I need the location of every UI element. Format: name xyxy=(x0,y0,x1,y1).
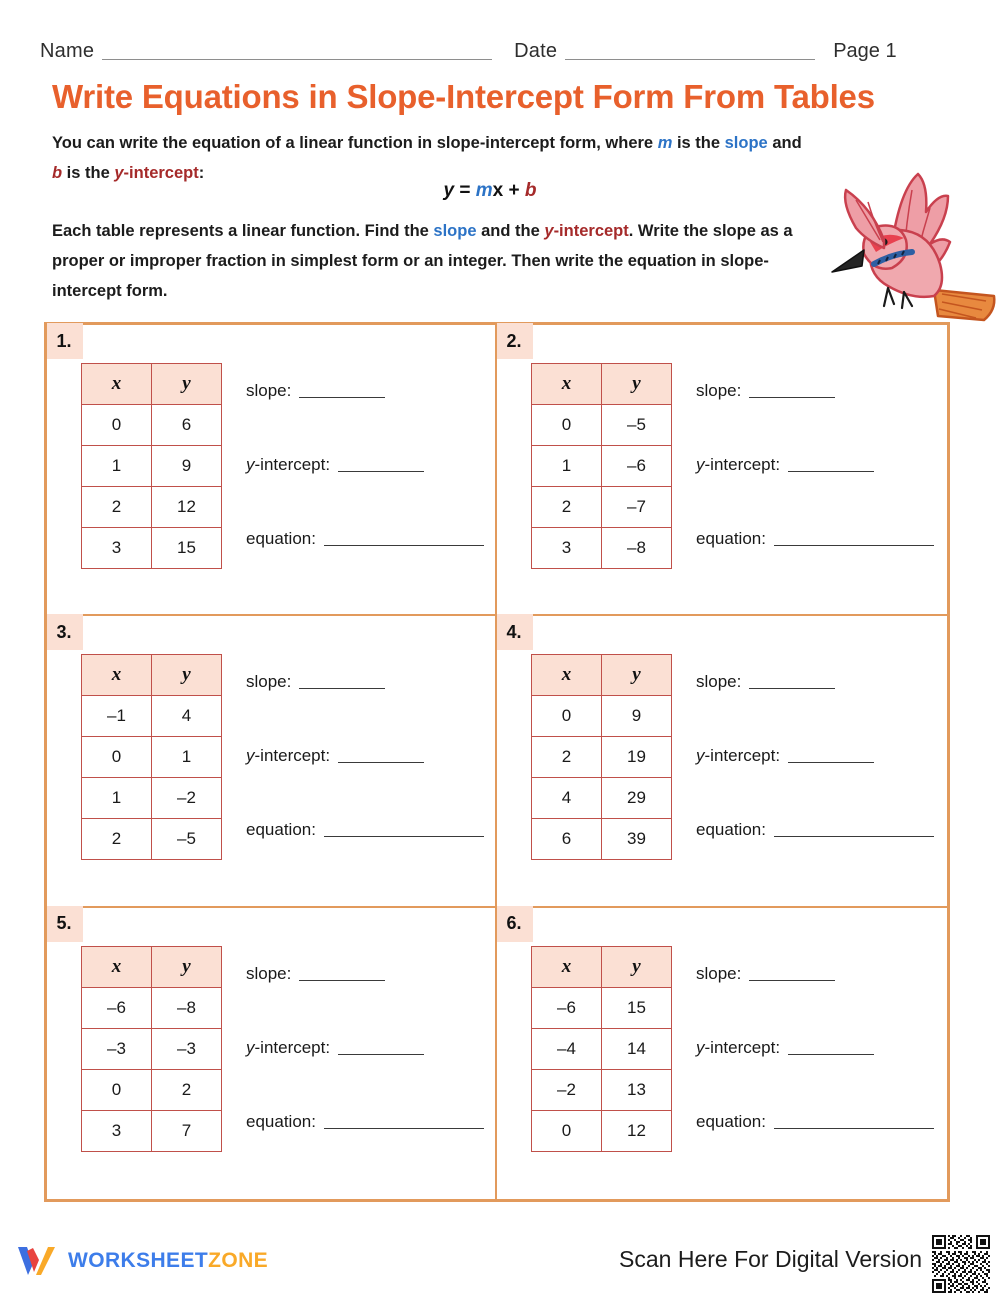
problem-cell-3 xyxy=(47,616,497,907)
qr-code[interactable] xyxy=(932,1235,990,1293)
cell-y: 19 xyxy=(602,737,672,778)
problem-grid xyxy=(44,322,950,1202)
problem-number-3: 3. xyxy=(47,614,83,650)
table-header-row xyxy=(82,946,222,987)
yintercept-answer-row xyxy=(246,1038,495,1058)
col-header-y: y xyxy=(602,364,672,405)
data-table-6 xyxy=(531,946,672,1152)
table-row xyxy=(82,1028,222,1069)
equation-answer-blank[interactable] xyxy=(324,1128,484,1129)
yintercept-label: y-intercept: xyxy=(696,455,781,474)
table-row xyxy=(532,819,672,860)
cell-x: 0 xyxy=(82,405,152,446)
cell-y: 9 xyxy=(152,446,222,487)
table-row xyxy=(82,405,222,446)
cell-x: 3 xyxy=(532,528,602,569)
yintercept-answer-blank[interactable] xyxy=(788,471,874,472)
equation-answer-row xyxy=(696,1112,947,1132)
yintercept-label: y-intercept: xyxy=(696,746,781,766)
yintercept-answer-row xyxy=(246,746,495,766)
cell-y: 7 xyxy=(152,1110,222,1151)
formula-x: x xyxy=(492,180,504,201)
cell-x: 6 xyxy=(532,819,602,860)
intro-paragraph-1 xyxy=(52,128,914,188)
data-table-1 xyxy=(81,363,222,569)
cell-y: 39 xyxy=(602,819,672,860)
slope-answer-blank[interactable] xyxy=(299,980,385,981)
data-table-3 xyxy=(81,654,222,860)
problem-cell-1 xyxy=(47,325,497,616)
table-header-row xyxy=(82,655,222,696)
name-date-header xyxy=(40,40,960,66)
cell-x: –1 xyxy=(82,696,152,737)
col-header-x: x xyxy=(82,364,152,405)
yintercept-answer-row xyxy=(696,746,947,766)
col-header-y: y xyxy=(152,364,222,405)
answer-area-5 xyxy=(222,946,495,1132)
table-header-row xyxy=(82,364,222,405)
equation-label: equation: xyxy=(246,529,316,548)
intro-text-c: and xyxy=(767,134,802,152)
cell-y: 12 xyxy=(152,487,222,528)
col-header-y: y xyxy=(602,946,672,987)
table-row xyxy=(82,487,222,528)
col-header-x: x xyxy=(532,946,602,987)
col-header-x: x xyxy=(532,655,602,696)
cell-y: –6 xyxy=(602,446,672,487)
equation-label: equation: xyxy=(696,529,766,548)
equation-label: equation: xyxy=(246,820,316,840)
worksheet-zone-logo[interactable] xyxy=(16,1244,268,1278)
cell-x: 1 xyxy=(532,446,602,487)
equation-answer-row xyxy=(246,1112,495,1132)
cell-x: –6 xyxy=(82,987,152,1028)
cell-y: 14 xyxy=(602,1028,672,1069)
col-header-y: y xyxy=(602,655,672,696)
answer-area-6 xyxy=(672,946,947,1132)
table-row xyxy=(532,1069,672,1110)
cell-y: –8 xyxy=(602,528,672,569)
table-row xyxy=(82,987,222,1028)
cell-x: 1 xyxy=(82,778,152,819)
cell-x: 0 xyxy=(82,737,152,778)
cell-x: –3 xyxy=(82,1028,152,1069)
equation-label: equation: xyxy=(696,1111,766,1131)
table-row xyxy=(532,487,672,528)
yintercept-answer-blank[interactable] xyxy=(338,762,424,763)
col-header-y: y xyxy=(152,946,222,987)
var-b-inline: b xyxy=(52,164,63,182)
equation-answer-row xyxy=(246,529,495,549)
formula-m: m xyxy=(475,180,493,201)
intro-text-b: is the xyxy=(672,134,725,152)
instr-text-a: Each table represents a linear function. Find the xyxy=(52,222,434,240)
intro-text-a: You can write the equation of a linear function in slope-intercept form, where xyxy=(52,134,658,152)
equation-label: equation: xyxy=(696,820,766,840)
table-row xyxy=(82,778,222,819)
yintercept-keyword-2: y-intercept xyxy=(544,222,629,240)
col-header-x: x xyxy=(82,946,152,987)
answer-area-4 xyxy=(672,654,947,840)
formula-b: b xyxy=(524,180,537,201)
cell-x: 3 xyxy=(82,1110,152,1151)
cell-y: 1 xyxy=(152,737,222,778)
problem-number-6: 6. xyxy=(497,906,533,942)
problem-number-1: 1. xyxy=(47,323,83,359)
logo-zone: ZONE xyxy=(208,1249,269,1272)
answer-area-2 xyxy=(672,363,947,549)
yintercept-keyword: y-intercept xyxy=(114,164,199,182)
table-row xyxy=(82,737,222,778)
slope-label: slope: xyxy=(246,381,292,400)
intro-paragraph-2 xyxy=(52,216,822,306)
cell-y: 15 xyxy=(152,528,222,569)
slope-answer-row xyxy=(696,964,947,984)
intro-text-d: is the xyxy=(62,164,115,182)
cell-y: –8 xyxy=(152,987,222,1028)
table-row xyxy=(82,1110,222,1151)
cell-y: 4 xyxy=(152,696,222,737)
cell-x: 4 xyxy=(532,778,602,819)
var-m-inline: m xyxy=(657,134,673,152)
data-table-2 xyxy=(531,363,672,569)
table-row xyxy=(82,1069,222,1110)
table-row xyxy=(82,446,222,487)
cell-y: 6 xyxy=(152,405,222,446)
cell-x: –2 xyxy=(532,1069,602,1110)
yintercept-answer-row xyxy=(246,455,495,475)
date-label: Date xyxy=(514,40,558,62)
cell-y: 15 xyxy=(602,987,672,1028)
table-header-row xyxy=(532,364,672,405)
intro-text-e: : xyxy=(198,164,205,182)
yintercept-label: y-intercept: xyxy=(246,1037,331,1057)
problem-number-5: 5. xyxy=(47,906,83,942)
answer-area-1 xyxy=(222,363,495,549)
slope-answer-blank[interactable] xyxy=(299,397,385,398)
slope-answer-row xyxy=(246,964,495,984)
table-row xyxy=(532,446,672,487)
slope-answer-blank[interactable] xyxy=(749,980,835,981)
bird-illustration xyxy=(826,168,998,328)
table-row xyxy=(82,819,222,860)
cell-x: 0 xyxy=(532,696,602,737)
cell-y: 2 xyxy=(152,1069,222,1110)
problem-cell-5 xyxy=(47,908,497,1199)
data-table-4 xyxy=(531,654,672,860)
cell-y: –2 xyxy=(152,778,222,819)
yintercept-label: y-intercept: xyxy=(246,455,331,474)
cell-x: –6 xyxy=(532,987,602,1028)
col-header-x: x xyxy=(532,364,602,405)
col-header-y: y xyxy=(152,655,222,696)
yintercept-answer-blank[interactable] xyxy=(788,762,874,763)
logo-text xyxy=(68,1249,268,1273)
formula-plus: + xyxy=(503,180,525,201)
cell-y: –5 xyxy=(152,819,222,860)
problem-cell-2 xyxy=(497,325,947,616)
slope-label: slope: xyxy=(246,963,292,983)
slope-label: slope: xyxy=(246,672,292,692)
yintercept-answer-row xyxy=(696,455,947,475)
cell-x: 0 xyxy=(82,1069,152,1110)
equation-answer-row xyxy=(696,529,947,549)
cell-x: 1 xyxy=(82,446,152,487)
yintercept-answer-blank[interactable] xyxy=(788,1054,874,1055)
slope-answer-row xyxy=(696,672,947,692)
formula-eq: = xyxy=(454,180,476,201)
table-row xyxy=(532,987,672,1028)
table-header-row xyxy=(532,946,672,987)
problem-number-4: 4. xyxy=(497,614,533,650)
equation-answer-blank[interactable] xyxy=(774,836,934,837)
logo-worksheet: WORKSHEET xyxy=(68,1249,209,1272)
yintercept-label: y-intercept: xyxy=(246,746,331,766)
slope-keyword: slope xyxy=(724,134,768,152)
cell-x: 2 xyxy=(82,487,152,528)
problem-cell-4 xyxy=(497,616,947,907)
slope-keyword-2: slope xyxy=(433,222,477,240)
cell-x: 2 xyxy=(82,819,152,860)
cell-y: 9 xyxy=(602,696,672,737)
table-row xyxy=(82,696,222,737)
cell-x: –4 xyxy=(532,1028,602,1069)
slope-label: slope: xyxy=(696,381,742,400)
col-header-x: x xyxy=(82,655,152,696)
cell-x: 2 xyxy=(532,487,602,528)
slope-answer-blank[interactable] xyxy=(299,688,385,689)
page-footer xyxy=(0,1232,1000,1294)
slope-answer-blank[interactable] xyxy=(749,688,835,689)
cell-y: –3 xyxy=(152,1028,222,1069)
scan-instruction-text: Scan Here For Digital Version xyxy=(619,1246,922,1272)
equation-answer-blank[interactable] xyxy=(324,836,484,837)
slope-answer-blank[interactable] xyxy=(749,397,835,398)
equation-answer-blank[interactable] xyxy=(324,545,484,546)
equation-answer-row xyxy=(246,820,495,840)
date-write-line[interactable] xyxy=(565,59,815,60)
instr-text-b: and the xyxy=(476,222,545,240)
table-header-row xyxy=(532,655,672,696)
cell-x: 0 xyxy=(532,1110,602,1151)
slope-answer-row xyxy=(246,381,495,401)
cell-x: 3 xyxy=(82,528,152,569)
yintercept-answer-blank[interactable] xyxy=(338,1054,424,1055)
equation-answer-blank[interactable] xyxy=(774,545,934,546)
cell-y: 29 xyxy=(602,778,672,819)
problem-cell-6 xyxy=(497,908,947,1199)
table-row xyxy=(532,696,672,737)
table-row xyxy=(82,528,222,569)
slope-answer-row xyxy=(696,381,947,401)
name-write-line[interactable] xyxy=(102,59,492,60)
equation-answer-blank[interactable] xyxy=(774,1128,934,1129)
equation-label: equation: xyxy=(246,1111,316,1131)
slope-answer-row xyxy=(246,672,495,692)
cell-y: 13 xyxy=(602,1069,672,1110)
table-row xyxy=(532,405,672,446)
logo-w-icon xyxy=(16,1244,58,1278)
answer-area-3 xyxy=(222,654,495,840)
yintercept-answer-blank[interactable] xyxy=(338,471,424,472)
cell-x: 0 xyxy=(532,405,602,446)
name-label: Name xyxy=(40,40,95,62)
cell-y: –5 xyxy=(602,405,672,446)
table-row xyxy=(532,1110,672,1151)
data-table-5 xyxy=(81,946,222,1152)
slope-label: slope: xyxy=(696,963,742,983)
table-row xyxy=(532,778,672,819)
page-number: Page 1 xyxy=(833,40,897,62)
slope-label: slope: xyxy=(696,672,742,692)
table-row xyxy=(532,528,672,569)
equation-answer-row xyxy=(696,820,947,840)
cell-y: 12 xyxy=(602,1110,672,1151)
table-row xyxy=(532,1028,672,1069)
yintercept-label: y-intercept: xyxy=(696,1037,781,1057)
problem-number-2: 2. xyxy=(497,323,533,359)
cell-y: –7 xyxy=(602,487,672,528)
page-title: Write Equations in Slope-Intercept Form From Tables xyxy=(52,78,875,115)
cell-x: 2 xyxy=(532,737,602,778)
table-row xyxy=(532,737,672,778)
yintercept-answer-row xyxy=(696,1038,947,1058)
instr-text-c: . Write the slope as a proper or improper fraction in simplest form or an integer. Then write the equation in slope-intercept form. xyxy=(52,222,793,300)
formula-y: y xyxy=(443,180,455,201)
